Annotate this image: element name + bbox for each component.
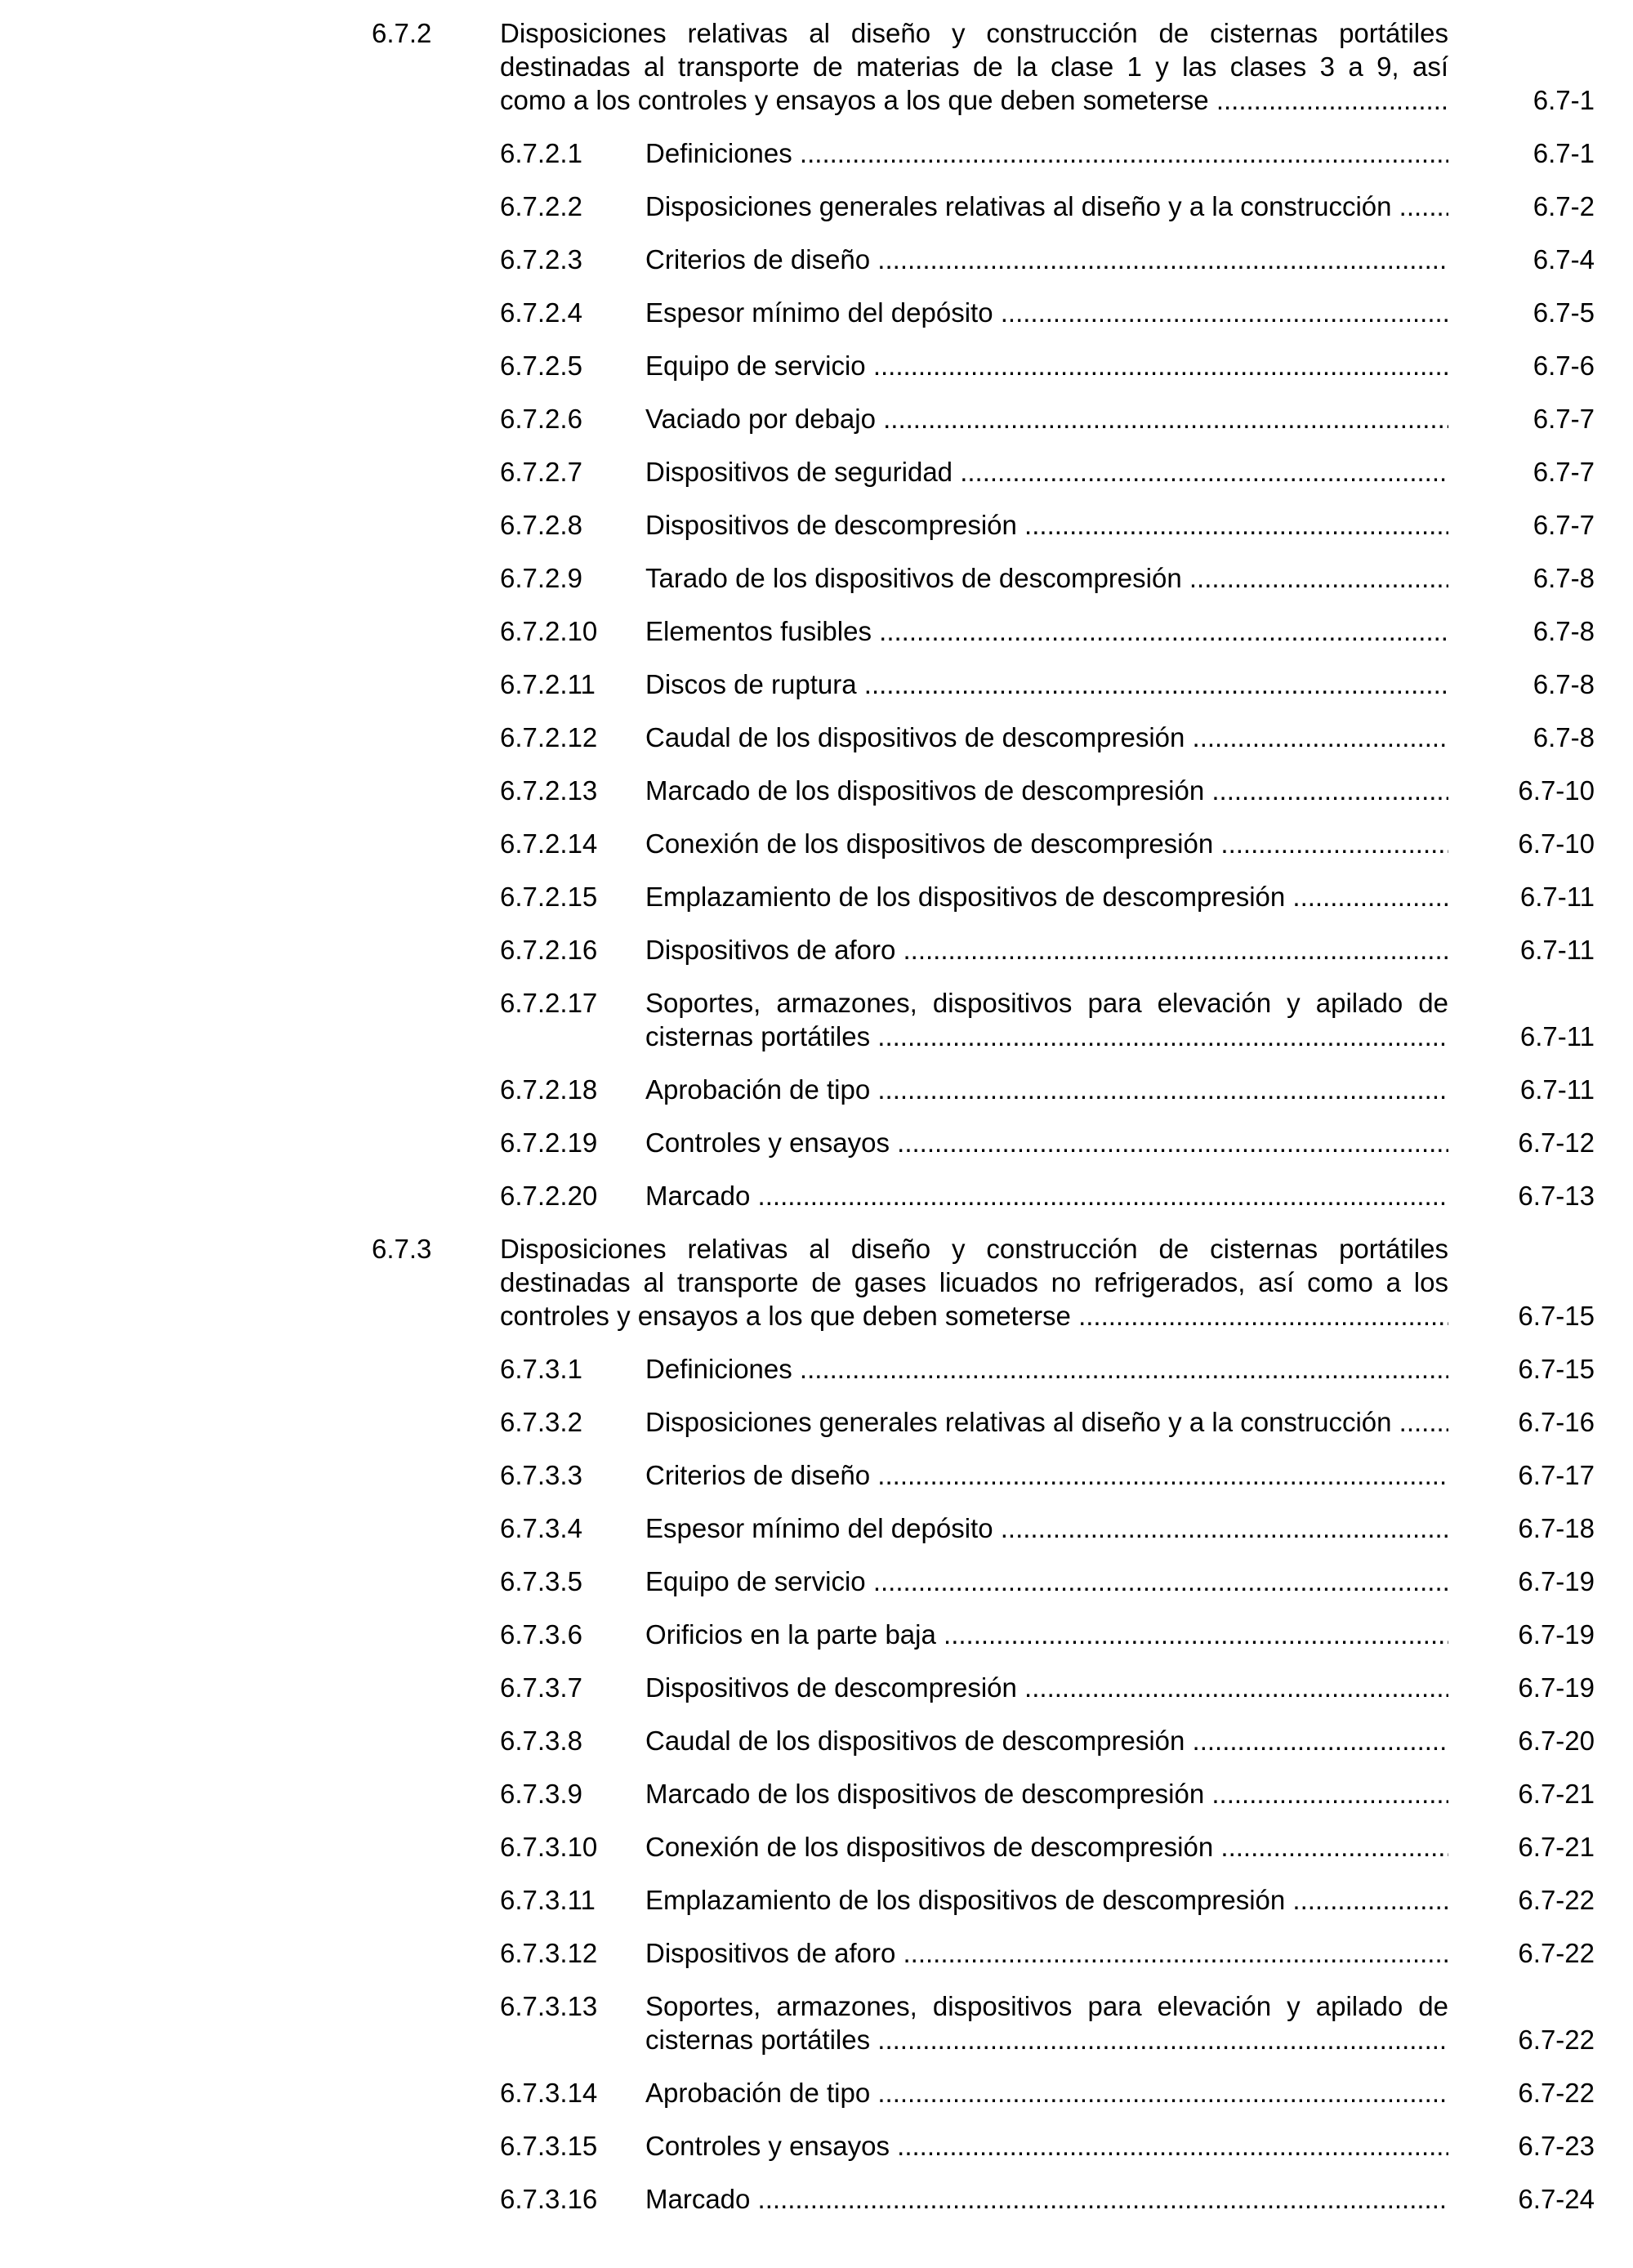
toc-entry-title: Espesor mínimo del depósito ..... bbox=[645, 296, 1448, 329]
toc-entry-number: 6.7.3.12 bbox=[500, 1938, 598, 1968]
toc-entry-number: 6.7.3.2 bbox=[500, 1407, 582, 1437]
toc-entry-page: 6.7-8 bbox=[1533, 563, 1595, 593]
toc-entry-page: 6.7-8 bbox=[1533, 722, 1595, 752]
toc-entry-title: Criterios de diseño ..... bbox=[645, 1458, 1448, 1492]
toc-entry-number: 6.7.3.4 bbox=[500, 1513, 582, 1543]
toc-entry-page: 6.7-19 bbox=[1518, 1672, 1595, 1703]
toc-entry-page: 6.7-7 bbox=[1533, 510, 1595, 540]
toc-entry-title: Disposiciones relativas al diseño y construcción de cisternas portátiles bbox=[500, 1234, 1448, 1264]
toc-entry-number: 6.7.2.18 bbox=[500, 1074, 598, 1105]
toc-entry-title: Equipo de servicio ..... bbox=[645, 349, 1448, 382]
toc-entry-page: 6.7-11 bbox=[1519, 1074, 1595, 1105]
toc-entry-page: 6.7-17 bbox=[1518, 1460, 1595, 1490]
toc-entry-title: destinadas al transporte de materias de la clase 1 y las clases 3 a 9, así bbox=[500, 51, 1448, 82]
toc-entry-page: 6.7-22 bbox=[1518, 2025, 1595, 2055]
toc-entry-page: 6.7-19 bbox=[1518, 1566, 1595, 1596]
toc-entry-number: 6.7.3.6 bbox=[500, 1619, 582, 1650]
toc-entry-title: Conexión de los dispositivos de descompresión ..... bbox=[645, 1830, 1448, 1864]
toc-entry-number: 6.7.2.10 bbox=[500, 616, 598, 646]
toc-entry-page: 6.7-19 bbox=[1518, 1619, 1595, 1650]
toc-entry-title: controles y ensayos a los que deben someterse ..... bbox=[500, 1299, 1448, 1333]
toc-entry-title: Equipo de servicio ..... bbox=[645, 1565, 1448, 1598]
toc-entry-title: Elementos fusibles ..... bbox=[645, 614, 1448, 648]
toc-entry-page: 6.7-6 bbox=[1533, 350, 1595, 381]
toc-entry-title: como a los controles y ensayos a los que deben someterse ..... bbox=[500, 83, 1448, 117]
toc-entry-title: Dispositivos de aforo ..... bbox=[645, 933, 1448, 967]
toc-entry-title: Dispositivos de descompresión ..... bbox=[645, 1671, 1448, 1704]
toc-entry-title: Disposiciones generales relativas al diseño y a la construcción ..... bbox=[645, 1405, 1448, 1439]
toc-entry-title: destinadas al transporte de gases licuados no refrigerados, así como a los bbox=[500, 1267, 1448, 1297]
toc-entry-page: 6.7-15 bbox=[1518, 1301, 1595, 1331]
toc-entry-number: 6.7.2.1 bbox=[500, 138, 582, 168]
toc-entry-number: 6.7.2.5 bbox=[500, 350, 582, 381]
toc-entry-number: 6.7.3.15 bbox=[500, 2131, 598, 2161]
toc-entry-page: 6.7-8 bbox=[1533, 616, 1595, 646]
toc-entry-number: 6.7.3.16 bbox=[500, 2184, 598, 2214]
toc-entry-number: 6.7.2.3 bbox=[500, 244, 582, 275]
toc-entry-title: Espesor mínimo del depósito ..... bbox=[645, 1511, 1448, 1545]
toc-entry-title: cisternas portátiles ..... bbox=[645, 2023, 1448, 2056]
toc-entry-number: 6.7.2.2 bbox=[500, 191, 582, 221]
toc-entry-number: 6.7.2.4 bbox=[500, 297, 582, 328]
toc-entry-page: 6.7-15 bbox=[1518, 1354, 1595, 1384]
toc-entry-number: 6.7.2.8 bbox=[500, 510, 582, 540]
toc-entry-page: 6.7-5 bbox=[1533, 297, 1595, 328]
toc-entry-number: 6.7.2 bbox=[372, 18, 432, 48]
toc-entry-number: 6.7.2.14 bbox=[500, 828, 598, 859]
toc-entry-page: 6.7-21 bbox=[1518, 1779, 1595, 1809]
toc-entry-page: 6.7-10 bbox=[1518, 828, 1595, 859]
toc-entry-number: 6.7.3 bbox=[372, 1234, 432, 1264]
toc-entry-title: Orificios en la parte baja ..... bbox=[645, 1618, 1448, 1651]
toc-entry-number: 6.7.2.6 bbox=[500, 404, 582, 434]
toc-entry-number: 6.7.2.7 bbox=[500, 457, 582, 487]
toc-entry-title: Disposiciones relativas al diseño y construcción de cisternas portátiles bbox=[500, 18, 1448, 48]
toc-entry-page: 6.7-1 bbox=[1533, 85, 1595, 115]
toc-entry-title: Marcado de los dispositivos de descompresión ..... bbox=[645, 1777, 1448, 1810]
toc-entry-page: 6.7-11 bbox=[1519, 935, 1595, 965]
toc-entry-title: Marcado ..... bbox=[645, 1179, 1448, 1212]
toc-entry-title: Vaciado por debajo ..... bbox=[645, 402, 1448, 435]
toc-entry-page: 6.7-4 bbox=[1533, 244, 1595, 275]
toc-entry-number: 6.7.3.11 bbox=[500, 1885, 596, 1915]
toc-entry-number: 6.7.3.13 bbox=[500, 1991, 598, 2021]
toc-entry-title: Tarado de los dispositivos de descompresión ..... bbox=[645, 561, 1448, 595]
toc-entry-number: 6.7.2.13 bbox=[500, 775, 598, 806]
toc-entry-number: 6.7.2.15 bbox=[500, 882, 598, 912]
toc-entry-number: 6.7.2.19 bbox=[500, 1127, 598, 1158]
toc-entry-page: 6.7-1 bbox=[1533, 138, 1595, 168]
toc-entry-page: 6.7-20 bbox=[1518, 1726, 1595, 1756]
toc-entry-title: Emplazamiento de los dispositivos de descompresión ..... bbox=[645, 1883, 1448, 1917]
toc-entry-page: 6.7-24 bbox=[1518, 2184, 1595, 2214]
toc-entry-number: 6.7.3.10 bbox=[500, 1832, 598, 1862]
toc-entry-page: 6.7-7 bbox=[1533, 457, 1595, 487]
toc-entry-number: 6.7.2.20 bbox=[500, 1181, 598, 1211]
toc-entry-title: Aprobación de tipo ..... bbox=[645, 2076, 1448, 2110]
toc-entry-page: 6.7-10 bbox=[1518, 775, 1595, 806]
toc-entry-title: Soportes, armazones, dispositivos para elevación y apilado de bbox=[645, 1991, 1448, 2021]
toc-entry-title: Discos de ruptura ..... bbox=[645, 667, 1448, 701]
toc-entry-number: 6.7.3.8 bbox=[500, 1726, 582, 1756]
toc-entry-number: 6.7.2.11 bbox=[500, 669, 596, 699]
toc-entry-page: 6.7-13 bbox=[1518, 1181, 1595, 1211]
toc-entry-title: Definiciones ..... bbox=[645, 1352, 1448, 1386]
toc-entry-title: Marcado de los dispositivos de descompresión ..... bbox=[645, 774, 1448, 807]
toc-entry-title: Emplazamiento de los dispositivos de descompresión ..... bbox=[645, 880, 1448, 913]
toc-entry-title: Controles y ensayos ..... bbox=[645, 1126, 1448, 1159]
toc-entry-title: Aprobación de tipo ..... bbox=[645, 1073, 1448, 1106]
toc-entry-page: 6.7-8 bbox=[1533, 669, 1595, 699]
toc-entry-number: 6.7.3.7 bbox=[500, 1672, 582, 1703]
toc-entry-number: 6.7.2.9 bbox=[500, 563, 582, 593]
toc-entry-page: 6.7-7 bbox=[1533, 404, 1595, 434]
toc-entry-title: Caudal de los dispositivos de descompresión ..... bbox=[645, 1724, 1448, 1757]
toc-entry-title: Dispositivos de seguridad ..... bbox=[645, 455, 1448, 489]
toc-entry-page: 6.7-22 bbox=[1518, 1885, 1595, 1915]
toc-entry-page: 6.7-11 bbox=[1519, 882, 1595, 912]
toc-entry-title: Soportes, armazones, dispositivos para elevación y apilado de bbox=[645, 988, 1448, 1018]
toc-entry-number: 6.7.3.3 bbox=[500, 1460, 582, 1490]
toc-entry-title: cisternas portátiles ..... bbox=[645, 1020, 1448, 1053]
toc-entry-number: 6.7.3.14 bbox=[500, 2078, 598, 2108]
toc-entry-number: 6.7.3.1 bbox=[500, 1354, 582, 1384]
toc-entry-number: 6.7.3.5 bbox=[500, 1566, 582, 1596]
toc-entry-title: Marcado ..... bbox=[645, 2182, 1448, 2216]
toc-entry-title: Caudal de los dispositivos de descompresión ..... bbox=[645, 721, 1448, 754]
toc-entry-title: Dispositivos de descompresión ..... bbox=[645, 508, 1448, 542]
toc-entry-page: 6.7-12 bbox=[1518, 1127, 1595, 1158]
toc-entry-page: 6.7-16 bbox=[1518, 1407, 1595, 1437]
toc-entry-page: 6.7-11 bbox=[1519, 1021, 1595, 1051]
toc-entry-number: 6.7.2.16 bbox=[500, 935, 598, 965]
toc-entry-page: 6.7-22 bbox=[1518, 1938, 1595, 1968]
toc-entry-page: 6.7-2 bbox=[1533, 191, 1595, 221]
toc-entry-page: 6.7-21 bbox=[1518, 1832, 1595, 1862]
toc-entry-number: 6.7.2.12 bbox=[500, 722, 598, 752]
toc-entry-title: Definiciones ..... bbox=[645, 136, 1448, 170]
toc-entry-number: 6.7.2.17 bbox=[500, 988, 598, 1018]
toc-entry-number: 6.7.3.9 bbox=[500, 1779, 582, 1809]
toc-entry-page: 6.7-18 bbox=[1518, 1513, 1595, 1543]
toc-entry-title: Criterios de diseño ..... bbox=[645, 243, 1448, 276]
toc-entry-title: Dispositivos de aforo ..... bbox=[645, 1936, 1448, 1970]
toc-entry-title: Disposiciones generales relativas al diseño y a la construcción ..... bbox=[645, 190, 1448, 223]
toc-entry-page: 6.7-22 bbox=[1518, 2078, 1595, 2108]
toc-entry-title: Conexión de los dispositivos de descompresión ..... bbox=[645, 827, 1448, 860]
toc-entry-title: Controles y ensayos ..... bbox=[645, 2129, 1448, 2163]
toc-entry-page: 6.7-23 bbox=[1518, 2131, 1595, 2161]
